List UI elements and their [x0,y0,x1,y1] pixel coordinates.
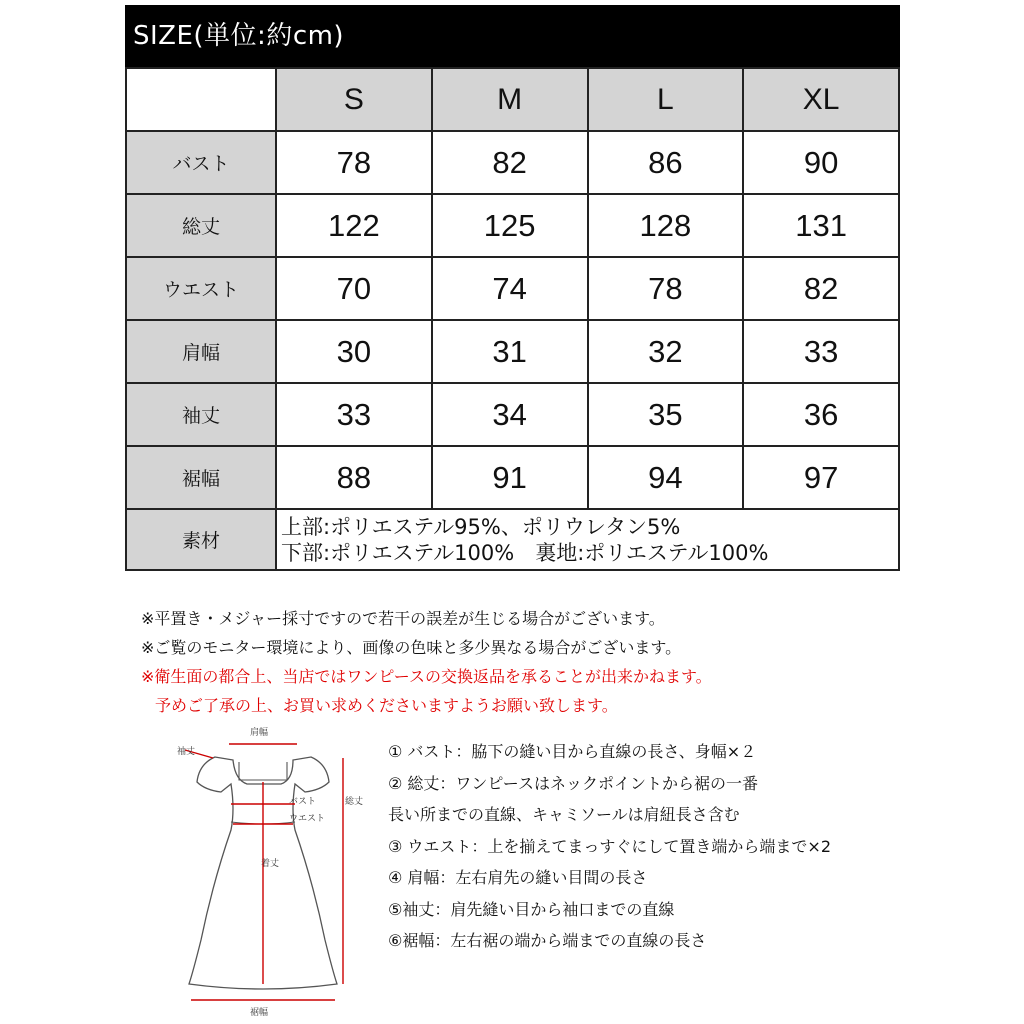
note-line: ※平置き・メジャー採寸ですので若干の誤差が生じる場合がございます。 [141,609,665,628]
diagram-label-total: 総丈 [345,797,364,807]
table-row-material [126,509,899,570]
row-label: 肩幅 [126,320,276,383]
diagram-label-length: 着丈 [261,859,280,869]
desc-line: ⑥裾幅：左右裾の端から端までの直線の長さ [388,931,707,950]
size-header-l: L [588,68,744,131]
table-row-waist [126,257,899,320]
table-cell: 36 [743,383,899,446]
note-line-warning: ※衛生面の都合上、当店ではワンピースの交換返品を承ることが出来かねます。 [141,667,712,686]
note-line: ※ご覧のモニター環境により、画像の色味と多少異なる場合がございます。 [141,638,682,657]
table-cell: 30 [276,320,432,383]
table-cell: 74 [432,257,588,320]
diagram-label-hem: 裾幅 [250,1008,269,1018]
table-row-bust [126,131,899,194]
measurement-descriptions [388,736,831,957]
size-table [125,67,900,571]
desc-line: 長い所までの直線、キャミソールは肩紐長さ含む [388,805,740,824]
note-line-warning: 予めご了承の上、お買い求めくださいますようお願い致します。 [155,696,618,715]
diagram-label-shoulder: 肩幅 [250,728,269,738]
table-cell: 78 [276,131,432,194]
table-cell: 35 [588,383,744,446]
material-line-bottom: 下部:ポリエステル100% 裏地:ポリエステル100% [281,540,769,565]
row-label: 素材 [126,509,276,570]
row-label: バスト [126,131,276,194]
row-label: 裾幅 [126,446,276,509]
table-cell: 97 [743,446,899,509]
table-cell: 88 [276,446,432,509]
notes [141,604,901,720]
material-cell [276,509,899,570]
table-cell: 128 [588,194,744,257]
table-cell: 122 [276,194,432,257]
row-label: 袖丈 [126,383,276,446]
table-cell: 34 [432,383,588,446]
table-cell: 90 [743,131,899,194]
size-header-m: M [432,68,588,131]
table-cell: 86 [588,131,744,194]
desc-line: ① バスト：脇下の縫い目から直線の長さ、身幅×２ [388,742,757,761]
corner-cell [126,68,276,131]
table-cell: 94 [588,446,744,509]
garment-diagram [165,722,385,1022]
desc-line: ③ ウエスト：上を揃えてまっすぐにして置き端から端まで×2 [388,836,832,856]
size-table-title: SIZE(単位:約cm) [125,5,900,67]
table-cell: 33 [276,383,432,446]
size-header-row [126,68,899,131]
size-header-xl: XL [743,68,899,131]
desc-line: ⑤袖丈：肩先縫い目から袖口までの直線 [388,899,675,919]
diagram-label-sleeve: 袖丈 [177,747,196,757]
table-cell: 32 [588,320,744,383]
size-header-s: S [276,68,432,131]
table-cell: 125 [432,194,588,257]
table-row-sleeve [126,383,899,446]
desc-line: ④ 肩幅：左右肩先の縫い目間の長さ [388,868,648,887]
table-row-hem [126,446,899,509]
material-line-top: 上部:ポリエステル95%、ポリウレタン5% [281,514,681,539]
table-cell: 82 [743,257,899,320]
table-cell: 33 [743,320,899,383]
desc-line: ② 総丈：ワンピースはネックポイントから裾の一番 [388,773,758,793]
table-cell: 82 [432,131,588,194]
table-row-total-length [126,194,899,257]
table-cell: 131 [743,194,899,257]
table-cell: 31 [432,320,588,383]
table-cell: 70 [276,257,432,320]
diagram-label-waist: ウエスト [289,814,326,824]
table-row-shoulder [126,320,899,383]
row-label: ウエスト [126,257,276,320]
table-cell: 91 [432,446,588,509]
diagram-label-bust: バスト [289,797,317,807]
table-cell: 78 [588,257,744,320]
row-label: 総丈 [126,194,276,257]
